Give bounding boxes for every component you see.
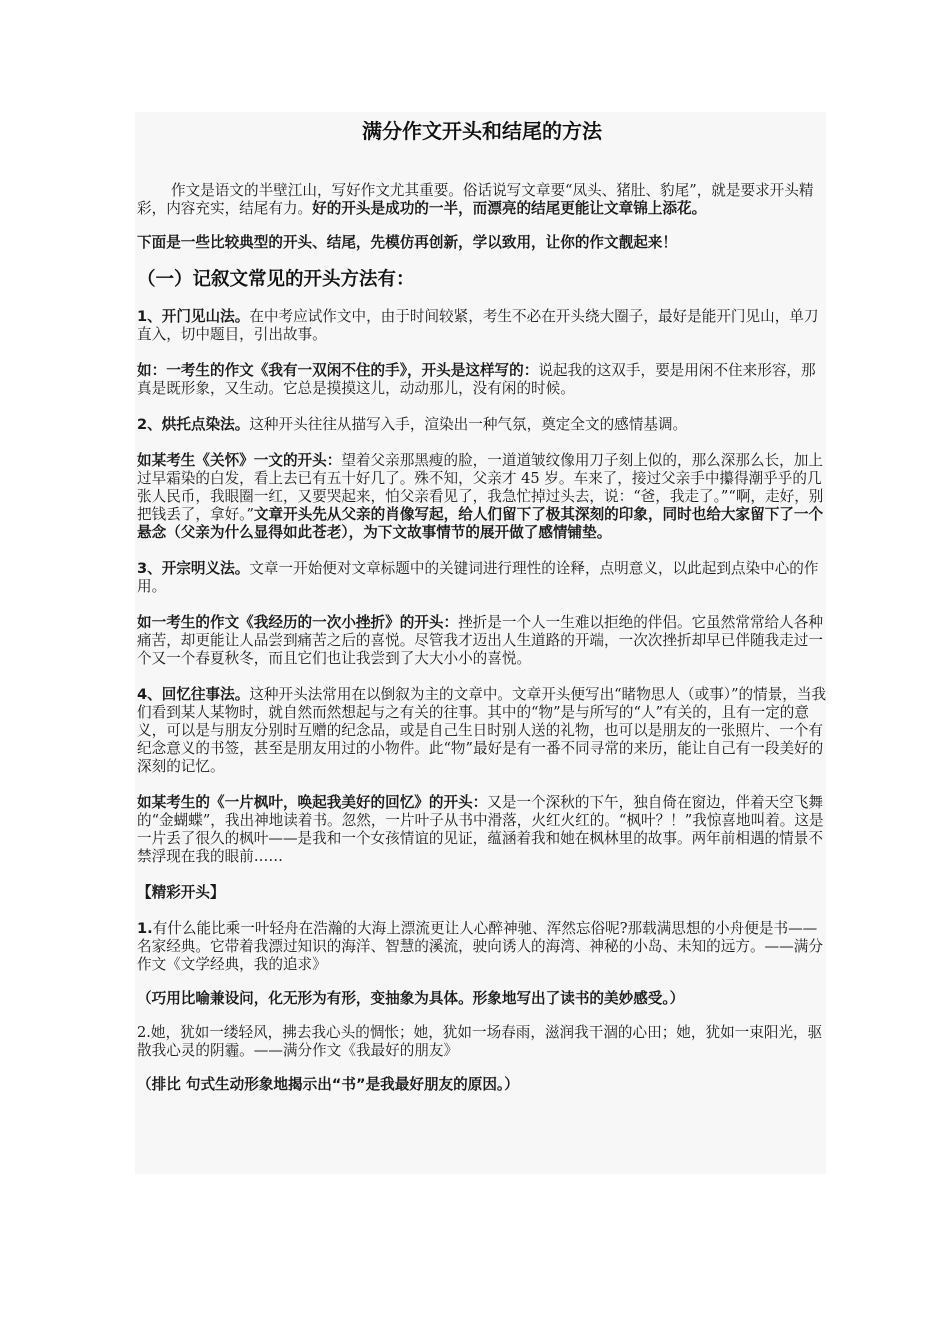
method-4-text: 这种开头法常用在以倒叙为主的文章中。文章开头便写出“睹物思人（或事）”的情景，当我们看到某人某物时，就自然而然想起与之有关的往事。其中的“物”是与所写的“人”有关的，且有一定的意义，可以是与朋友分别时互赠的纪念品，或是自己生日时别人送的礼物，也可以是朋友的一张照片、一个有纪念意义的书签，甚至是朋友用过的小物件。此“物”最好是有一番不同寻常的来历，能让自己有一段美好的深刻的记忆。 — [137, 686, 827, 775]
example-2 — [137, 452, 827, 542]
method-1-text: 在中考应试作文中，由于时间较紧，考生不必在开头绕大圈子，最好是能开门见山，单刀直入，切中题目，引出故事。 — [137, 308, 819, 343]
page-title: 满分作文开头和结尾的方法 — [362, 119, 602, 143]
example-2-label: 如某考生《关怀》一文的开头： — [137, 452, 342, 469]
method-3-label: 3、开宗明义法。 — [137, 560, 250, 577]
section-heading: （一）记叙文常见的开头方法有： — [137, 269, 415, 290]
example-4 — [137, 794, 827, 866]
method-4 — [137, 686, 827, 776]
quote-1-text: 有什么能比乘一叶轻舟在浩瀚的大海上漂流更让人心醉神驰、浑然忘俗呢?那载满思想的小舟便是书——名家经典。它带着我漂过知识的海洋、智慧的溪流，驶向诱人的海湾、神秘的小岛、未知的远方。——满分作文《文学经典，我的追求》 — [137, 920, 823, 973]
method-3-text: 文章一开始便对文章标题中的关键词进行理性的诠释，点明意义，以此起到点染中心的作用。 — [137, 560, 819, 595]
highlight-heading: 【精彩开头】 — [137, 884, 225, 901]
lead-sentence: 下面是一些比较典型的开头、结尾，先模仿再创新，学以致用，让你的作文靓起来！ — [137, 234, 677, 251]
method-3 — [137, 560, 827, 596]
quote-1 — [137, 920, 827, 974]
example-1-text: 说起我的这双手，要是用闲不住来形容，那真是既形象，又生动。它总是摸摸这儿，动动那儿，没有闲的时候。 — [137, 362, 816, 397]
intro-paragraph — [137, 182, 827, 218]
intro-text: 作文是语文的半壁江山，写好作文尤其重要。俗话说写文章要“凤头、猪肚、豹尾”，就是要求开头精彩，内容充实，结尾有力。 — [137, 182, 814, 217]
method-1 — [137, 308, 827, 344]
example-3-label: 如一考生的作文《我经历的一次小挫折》的开头： — [137, 614, 459, 631]
example-1 — [137, 362, 827, 398]
quote-1-comment: （巧用比喻兼设问，化无形为有形，变抽象为具体。形象地写出了读书的美妙感受。） — [137, 990, 685, 1007]
example-4-text: 又是一个深秋的下午，独自倚在窗边，伴着天空飞舞的“金蝴蝶”，我出神地读着书。忽然，一片叶子从书中滑落，火红火红的。“枫叶？！”我惊喜地叫着。这是一片丢了很久的枫叶——是我和一个女孩情谊的见证，蕴涵着我和她在枫林里的故事。两年前相遇的情景不禁浮现在我的眼前…… — [137, 794, 824, 865]
intro-bold: 好的开头是成功的一半，而漂亮的结尾更能让文章锦上添花。 — [312, 200, 707, 217]
example-2-text: 望着父亲那黑瘦的脸，一道道皱纹像用刀子刻上似的，那么深那么长，加上过早霜染的白发，看上去已有五十好几了。殊不知，父亲才 45 岁。车来了，接过父亲手中攥得潮乎乎的几张人民币，我眼圈一红，又要哭起来，怕父亲看见了，我急忙掉过头去，说：“爸，我走了。”“啊，走好，别把钱丢了，拿好。” — [137, 452, 824, 523]
method-2-text: 这种开头往往从描写入手，渲染出一种气氛，奠定全文的感情基调。 — [249, 416, 688, 433]
method-2 — [137, 416, 827, 434]
example-4-label: 如某考生的《一片枫叶，唤起我美好的回忆》的开头： — [137, 794, 488, 811]
example-3-text: 挫折是一个人一生难以拒绝的伴侣。它虽然常常给人各种痛苦，却更能让人品尝到痛苦之后的喜悦。尽管我才迈出人生道路的开端，一次次挫折却早已伴随我走过一个又一个春夏秋冬，而且它们也让我尝到了大大小小的喜悦。 — [137, 614, 823, 667]
method-4-label: 4、回忆往事法。 — [137, 686, 250, 703]
quote-2-comment: （排比 句式生动形象地揭示出“书”是我最好朋友的原因。） — [137, 1076, 519, 1093]
document-body — [137, 118, 827, 1094]
quote-1-number: 1. — [137, 920, 153, 937]
method-2-label: 2、烘托点染法。 — [137, 416, 250, 433]
method-1-label: 1、开门见山法。 — [137, 308, 250, 325]
example-1-label: 如：一考生的作文《我有一双闲不住的手》，开头是这样写的： — [137, 362, 539, 379]
quote-2: 2.她，犹如一缕轻风，拂去我心头的惆怅；她，犹如一场春雨，滋润我干涸的心田；她，犹如一束阳光，驱散我心灵的阴霾。——满分作文《我最好的朋友》 — [137, 1024, 823, 1059]
example-3 — [137, 614, 827, 668]
example-2-bold: 文章开头先从父亲的肖像写起，给人们留下了极其深刻的印象，同时也给大家留下了一个悬念（父亲为什么显得如此苍老），为下文故事情节的展开做了感情铺垫。 — [137, 506, 824, 541]
